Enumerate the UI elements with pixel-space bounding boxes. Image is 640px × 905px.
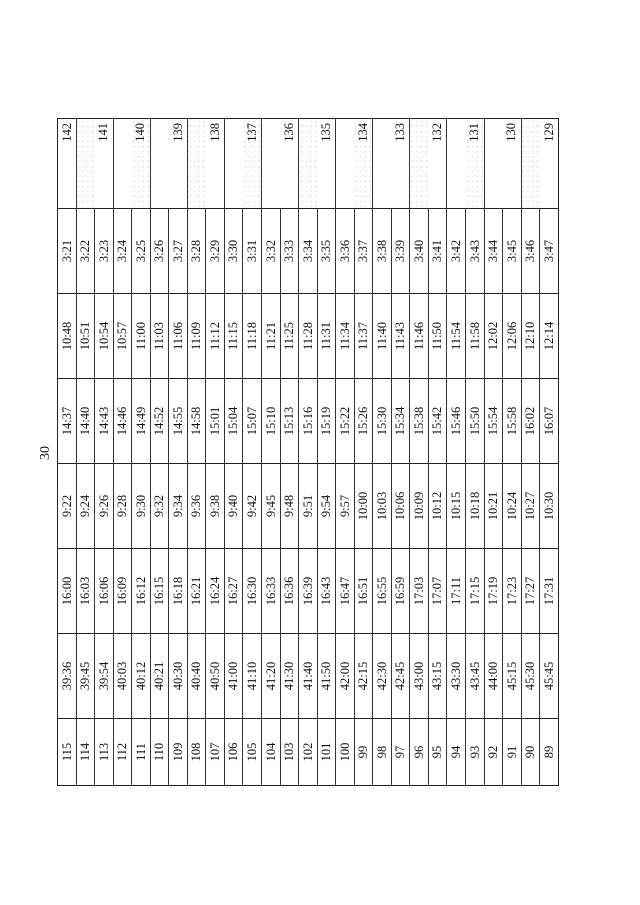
cell-time-a: 41:40 — [299, 634, 318, 719]
cell-time-b: 17:27 — [521, 549, 540, 634]
cell-time-c: 9:45 — [262, 464, 281, 549]
cell-time-b: 17:31 — [540, 549, 559, 634]
cell-time-e: 12:14 — [540, 294, 559, 379]
cell-time-e: 11:18 — [243, 294, 262, 379]
cell-time-f: 3:36 — [336, 209, 355, 294]
cell-time-b: 17:07 — [428, 549, 447, 634]
table-row — [336, 119, 355, 786]
cell-time-f: 3:28 — [187, 209, 206, 294]
cell-time-a: 40:50 — [206, 634, 225, 719]
cell-time-f: 3:34 — [299, 209, 318, 294]
cell-time-b: 16:43 — [317, 549, 336, 634]
cell-points: 94 — [447, 719, 466, 786]
cell-time-c: 9:36 — [187, 464, 206, 549]
page-number: 30 — [38, 446, 53, 460]
cell-points: 110 — [150, 719, 169, 786]
cell-time-d: 15:10 — [262, 379, 281, 464]
cell-points: 115 — [58, 719, 77, 786]
cell-time-b: 16:39 — [299, 549, 318, 634]
cell-time-c: 9:54 — [317, 464, 336, 549]
cell-time-a: 40:40 — [187, 634, 206, 719]
cell-points: 112 — [113, 719, 132, 786]
cell-time-b: 16:15 — [150, 549, 169, 634]
cell-points: 111 — [132, 719, 151, 786]
cell-time-a: 39:45 — [76, 634, 95, 719]
cell-time-e: 11:09 — [187, 294, 206, 379]
cell-points: 106 — [224, 719, 243, 786]
cell-time-d: 15:07 — [243, 379, 262, 464]
cell-time-d: 14:43 — [95, 379, 114, 464]
cell-score — [410, 119, 429, 209]
cell-time-d: 16:07 — [540, 379, 559, 464]
table-row — [243, 119, 262, 786]
cell-time-a: 41:50 — [317, 634, 336, 719]
cell-time-a: 41:00 — [224, 634, 243, 719]
cell-score: 138 — [206, 119, 225, 209]
cell-time-c: 9:48 — [280, 464, 299, 549]
cell-time-b: 16:09 — [113, 549, 132, 634]
cell-points: 108 — [187, 719, 206, 786]
cell-time-b: 16:47 — [336, 549, 355, 634]
cell-time-d: 14:52 — [150, 379, 169, 464]
cell-score — [336, 119, 355, 209]
cell-time-f: 3:39 — [391, 209, 410, 294]
cell-score — [150, 119, 169, 209]
table-row — [354, 119, 373, 786]
cell-time-d: 15:50 — [466, 379, 485, 464]
cell-time-a: 43:45 — [466, 634, 485, 719]
cell-time-e: 11:12 — [206, 294, 225, 379]
table-row — [113, 119, 132, 786]
cell-time-d: 15:26 — [354, 379, 373, 464]
cell-time-e: 11:37 — [354, 294, 373, 379]
cell-score — [299, 119, 318, 209]
cell-score: 141 — [95, 119, 114, 209]
cell-time-e: 12:10 — [521, 294, 540, 379]
table-row — [187, 119, 206, 786]
cell-time-c: 10:12 — [428, 464, 447, 549]
cell-time-e: 10:51 — [76, 294, 95, 379]
cell-time-f: 3:32 — [262, 209, 281, 294]
cell-time-b: 17:23 — [503, 549, 522, 634]
cell-time-d: 15:16 — [299, 379, 318, 464]
cell-time-f: 3:45 — [503, 209, 522, 294]
cell-time-c: 10:00 — [354, 464, 373, 549]
cell-time-c: 9:40 — [224, 464, 243, 549]
cell-time-f: 3:46 — [521, 209, 540, 294]
cell-score: 130 — [503, 119, 522, 209]
table-row — [224, 119, 243, 786]
cell-points: 97 — [391, 719, 410, 786]
cell-score: 131 — [466, 119, 485, 209]
cell-score — [521, 119, 540, 209]
cell-points: 113 — [95, 719, 114, 786]
cell-points: 89 — [540, 719, 559, 786]
cell-score — [484, 119, 503, 209]
cell-time-c: 10:09 — [410, 464, 429, 549]
cell-score: 136 — [280, 119, 299, 209]
cell-score: 135 — [317, 119, 336, 209]
cell-time-b: 16:36 — [280, 549, 299, 634]
cell-time-f: 3:22 — [76, 209, 95, 294]
cell-time-b: 17:19 — [484, 549, 503, 634]
cell-points: 101 — [317, 719, 336, 786]
cell-time-e: 11:43 — [391, 294, 410, 379]
cell-points: 105 — [243, 719, 262, 786]
cell-points: 98 — [373, 719, 392, 786]
cell-score: 140 — [132, 119, 151, 209]
cell-time-d: 14:55 — [169, 379, 188, 464]
cell-time-e: 11:06 — [169, 294, 188, 379]
cell-time-c: 9:38 — [206, 464, 225, 549]
table-row — [428, 119, 447, 786]
table-row — [373, 119, 392, 786]
cell-time-c: 9:42 — [243, 464, 262, 549]
cell-time-e: 10:54 — [95, 294, 114, 379]
cell-time-b: 16:06 — [95, 549, 114, 634]
cell-time-b: 16:21 — [187, 549, 206, 634]
cell-points: 96 — [410, 719, 429, 786]
cell-time-d: 14:40 — [76, 379, 95, 464]
cell-points: 100 — [336, 719, 355, 786]
cell-points: 92 — [484, 719, 503, 786]
cell-time-a: 45:30 — [521, 634, 540, 719]
cell-time-b: 16:03 — [76, 549, 95, 634]
cell-time-b: 16:27 — [224, 549, 243, 634]
cell-points: 99 — [354, 719, 373, 786]
cell-time-f: 3:26 — [150, 209, 169, 294]
cell-time-e: 11:34 — [336, 294, 355, 379]
cell-time-f: 3:35 — [317, 209, 336, 294]
cell-time-f: 3:31 — [243, 209, 262, 294]
cell-time-a: 42:45 — [391, 634, 410, 719]
cell-time-a: 42:15 — [354, 634, 373, 719]
cell-time-d: 14:46 — [113, 379, 132, 464]
cell-time-e: 11:54 — [447, 294, 466, 379]
cell-time-b: 16:18 — [169, 549, 188, 634]
cell-time-c: 9:34 — [169, 464, 188, 549]
cell-score: 139 — [169, 119, 188, 209]
cell-score — [187, 119, 206, 209]
cell-time-f: 3:37 — [354, 209, 373, 294]
cell-time-b: 17:11 — [447, 549, 466, 634]
cell-time-f: 3:25 — [132, 209, 151, 294]
cell-time-b: 16:59 — [391, 549, 410, 634]
cell-time-e: 12:06 — [503, 294, 522, 379]
cell-time-b: 16:12 — [132, 549, 151, 634]
cell-time-f: 3:24 — [113, 209, 132, 294]
table-row — [503, 119, 522, 786]
cell-time-d: 15:38 — [410, 379, 429, 464]
cell-time-a: 41:10 — [243, 634, 262, 719]
table-row — [299, 119, 318, 786]
cell-time-e: 11:31 — [317, 294, 336, 379]
table-row — [391, 119, 410, 786]
cell-time-b: 17:03 — [410, 549, 429, 634]
cell-time-c: 9:28 — [113, 464, 132, 549]
score-table — [57, 118, 559, 786]
cell-time-a: 41:20 — [262, 634, 281, 719]
cell-time-f: 3:29 — [206, 209, 225, 294]
cell-time-a: 40:03 — [113, 634, 132, 719]
cell-time-d: 15:13 — [280, 379, 299, 464]
table-row — [447, 119, 466, 786]
cell-time-f: 3:40 — [410, 209, 429, 294]
cell-points: 104 — [262, 719, 281, 786]
cell-time-e: 10:48 — [58, 294, 77, 379]
cell-time-e: 12:02 — [484, 294, 503, 379]
cell-time-a: 43:15 — [428, 634, 447, 719]
cell-time-d: 15:42 — [428, 379, 447, 464]
cell-time-a: 42:00 — [336, 634, 355, 719]
cell-time-b: 16:55 — [373, 549, 392, 634]
cell-time-b: 16:51 — [354, 549, 373, 634]
cell-score — [76, 119, 95, 209]
cell-score: 137 — [243, 119, 262, 209]
cell-time-d: 14:58 — [187, 379, 206, 464]
cell-time-e: 10:57 — [113, 294, 132, 379]
cell-time-f: 3:43 — [466, 209, 485, 294]
cell-time-f: 3:30 — [224, 209, 243, 294]
cell-time-a: 42:30 — [373, 634, 392, 719]
cell-time-e: 11:03 — [150, 294, 169, 379]
table-row — [58, 119, 77, 786]
cell-time-a: 39:36 — [58, 634, 77, 719]
cell-score: 134 — [354, 119, 373, 209]
table-row — [169, 119, 188, 786]
cell-time-d: 15:01 — [206, 379, 225, 464]
cell-time-b: 17:15 — [466, 549, 485, 634]
cell-time-a: 40:30 — [169, 634, 188, 719]
cell-time-c: 9:30 — [132, 464, 151, 549]
cell-time-a: 41:30 — [280, 634, 299, 719]
cell-time-e: 11:28 — [299, 294, 318, 379]
cell-time-f: 3:47 — [540, 209, 559, 294]
cell-time-e: 11:00 — [132, 294, 151, 379]
cell-time-d: 15:19 — [317, 379, 336, 464]
cell-time-d: 14:37 — [58, 379, 77, 464]
rotated-table-container — [57, 119, 559, 786]
table-row — [466, 119, 485, 786]
cell-score — [447, 119, 466, 209]
cell-time-a: 45:15 — [503, 634, 522, 719]
cell-time-b: 16:30 — [243, 549, 262, 634]
cell-time-c: 9:57 — [336, 464, 355, 549]
cell-time-d: 14:49 — [132, 379, 151, 464]
cell-time-d: 16:02 — [521, 379, 540, 464]
cell-score: 129 — [540, 119, 559, 209]
cell-time-a: 43:00 — [410, 634, 429, 719]
cell-time-c: 9:26 — [95, 464, 114, 549]
cell-time-c: 9:32 — [150, 464, 169, 549]
cell-points: 93 — [466, 719, 485, 786]
cell-time-b: 16:00 — [58, 549, 77, 634]
cell-time-f: 3:21 — [58, 209, 77, 294]
cell-time-a: 40:12 — [132, 634, 151, 719]
cell-time-e: 11:58 — [466, 294, 485, 379]
cell-points: 109 — [169, 719, 188, 786]
cell-time-c: 9:51 — [299, 464, 318, 549]
cell-points: 102 — [299, 719, 318, 786]
table-row — [95, 119, 114, 786]
cell-time-f: 3:38 — [373, 209, 392, 294]
cell-time-f: 3:42 — [447, 209, 466, 294]
cell-score — [113, 119, 132, 209]
cell-time-c: 10:18 — [466, 464, 485, 549]
cell-time-d: 15:30 — [373, 379, 392, 464]
cell-time-e: 11:25 — [280, 294, 299, 379]
cell-time-c: 10:27 — [521, 464, 540, 549]
table-row — [540, 119, 559, 786]
table-row — [262, 119, 281, 786]
cell-time-b: 16:24 — [206, 549, 225, 634]
cell-time-f: 3:27 — [169, 209, 188, 294]
cell-time-c: 10:24 — [503, 464, 522, 549]
cell-time-c: 9:22 — [58, 464, 77, 549]
cell-time-f: 3:33 — [280, 209, 299, 294]
table-row — [76, 119, 95, 786]
cell-time-a: 45:45 — [540, 634, 559, 719]
table-row — [410, 119, 429, 786]
table-row — [206, 119, 225, 786]
cell-time-b: 16:33 — [262, 549, 281, 634]
cell-time-d: 15:58 — [503, 379, 522, 464]
cell-points: 91 — [503, 719, 522, 786]
cell-points: 114 — [76, 719, 95, 786]
cell-time-e: 11:46 — [410, 294, 429, 379]
cell-points: 107 — [206, 719, 225, 786]
cell-time-c: 9:24 — [76, 464, 95, 549]
table-row — [280, 119, 299, 786]
cell-score — [224, 119, 243, 209]
table-row — [150, 119, 169, 786]
cell-time-a: 39:54 — [95, 634, 114, 719]
table-row — [484, 119, 503, 786]
cell-score: 142 — [58, 119, 77, 209]
cell-time-e: 11:50 — [428, 294, 447, 379]
cell-time-e: 11:15 — [224, 294, 243, 379]
cell-time-d: 15:54 — [484, 379, 503, 464]
table-row — [317, 119, 336, 786]
cell-time-c: 10:30 — [540, 464, 559, 549]
cell-time-c: 10:03 — [373, 464, 392, 549]
cell-score: 132 — [428, 119, 447, 209]
cell-time-a: 43:30 — [447, 634, 466, 719]
cell-points: 90 — [521, 719, 540, 786]
cell-score — [373, 119, 392, 209]
cell-time-a: 40:21 — [150, 634, 169, 719]
cell-time-c: 10:21 — [484, 464, 503, 549]
cell-score: 133 — [391, 119, 410, 209]
cell-time-c: 10:15 — [447, 464, 466, 549]
table-row — [132, 119, 151, 786]
cell-time-d: 15:04 — [224, 379, 243, 464]
cell-time-e: 11:40 — [373, 294, 392, 379]
cell-time-f: 3:41 — [428, 209, 447, 294]
cell-time-a: 44:00 — [484, 634, 503, 719]
cell-time-e: 11:21 — [262, 294, 281, 379]
cell-points: 103 — [280, 719, 299, 786]
cell-score — [262, 119, 281, 209]
table-row — [521, 119, 540, 786]
cell-time-f: 3:44 — [484, 209, 503, 294]
cell-time-f: 3:23 — [95, 209, 114, 294]
cell-time-d: 15:22 — [336, 379, 355, 464]
cell-points: 95 — [428, 719, 447, 786]
cell-time-d: 15:46 — [447, 379, 466, 464]
cell-time-d: 15:34 — [391, 379, 410, 464]
cell-time-c: 10:06 — [391, 464, 410, 549]
